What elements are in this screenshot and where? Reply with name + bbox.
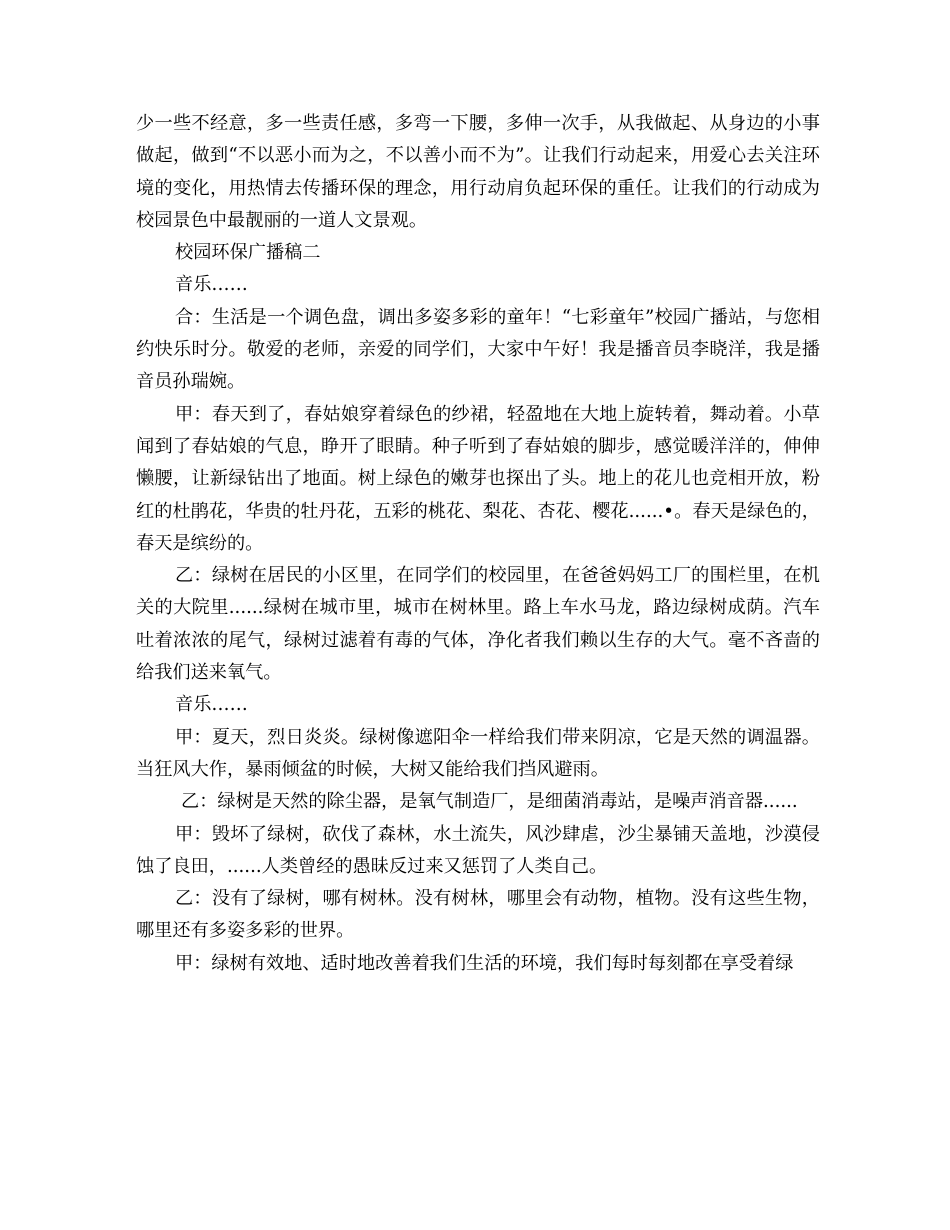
paragraph-summer: 甲：夏天，烈日炎炎。绿树像遮阳伞一样给我们带来阴凉，它是天然的调温器。当狂风大作，暴雨倾盆的时候，大树又能给我们挡风避雨。 [136,726,820,780]
paragraph-no-trees: 乙：没有了绿树，哪有树林。没有树林，哪里会有动物，植物。没有这些生物，哪里还有多姿多彩的世界。 [136,888,820,942]
paragraph-green-trees: 乙：绿树在居民的小区里，在同学们的校园里，在爸爸妈妈工厂的围栏里，在机关的大院里......绿树在城市里，城市在树林里。路上车水马龙，路边绿树成荫。汽车吐着浓浓的尾气，绿树过滤着有毒的气体，净化者我们赖以生存的大气。毫不吝啬的给我们送来氧气。 [136,565,820,684]
paragraph-spring: 甲：春天到了，春姑娘穿着绿色的纱裙，轻盈地在大地上旋转着，舞动着。小草闻到了春姑娘的气息，睁开了眼睛。种子听到了春姑娘的脚步，感觉暖洋洋的，伸伸懒腰，让新绿钻出了地面。树上绿色的嫩芽也探出了头。地上的花儿也竞相开放，粉红的杜鹃花，华贵的牡丹花，五彩的桃花、梨花、杏花、樱花......•。春天是绿色的，春天是缤纷的。 [136,403,820,554]
paragraph-environment: 甲：绿树有效地、适时地改善着我们生活的环境，我们每时每刻都在享受着绿 [175,952,794,974]
document-page [136,108,820,980]
stage-direction-music: 音乐…… [175,274,248,296]
paragraph-opening: 合：生活是一个调色盘，调出多姿多彩的童年！“七彩童年”校园广播站，与您相约快乐时分。敬爱的老师，亲爱的同学们，大家中午好！我是播音员李晓洋，我是播音员孙瑞婉。 [136,306,820,393]
section-heading: 校园环保广播稿二 [175,242,321,264]
paragraph-dust-remover: 乙：绿树是天然的除尘器，是氧气制造厂，是细菌消毒站，是噪声消音器...... [181,791,798,813]
paragraph-deforestation: 甲：毁坏了绿树，砍伐了森林，水土流失，风沙肆虐，沙尘暴铺天盖地，沙漠侵蚀了良田，......人类曾经的愚昧反过来又惩罚了人类自己。 [136,823,820,877]
stage-direction-music: 音乐…… [175,694,248,716]
paragraph-closing-appeal: 少一些不经意，多一些责任感，多弯一下腰，多伸一次手，从我做起、从身边的小事做起，做到“不以恶小而为之，不以善小而不为”。让我们行动起来，用爱心去关注环境的变化，用热情去传播环保的理念，用行动肩负起环保的重任。让我们的行动成为校园景色中最靓丽的一道人文景观。 [136,113,820,231]
